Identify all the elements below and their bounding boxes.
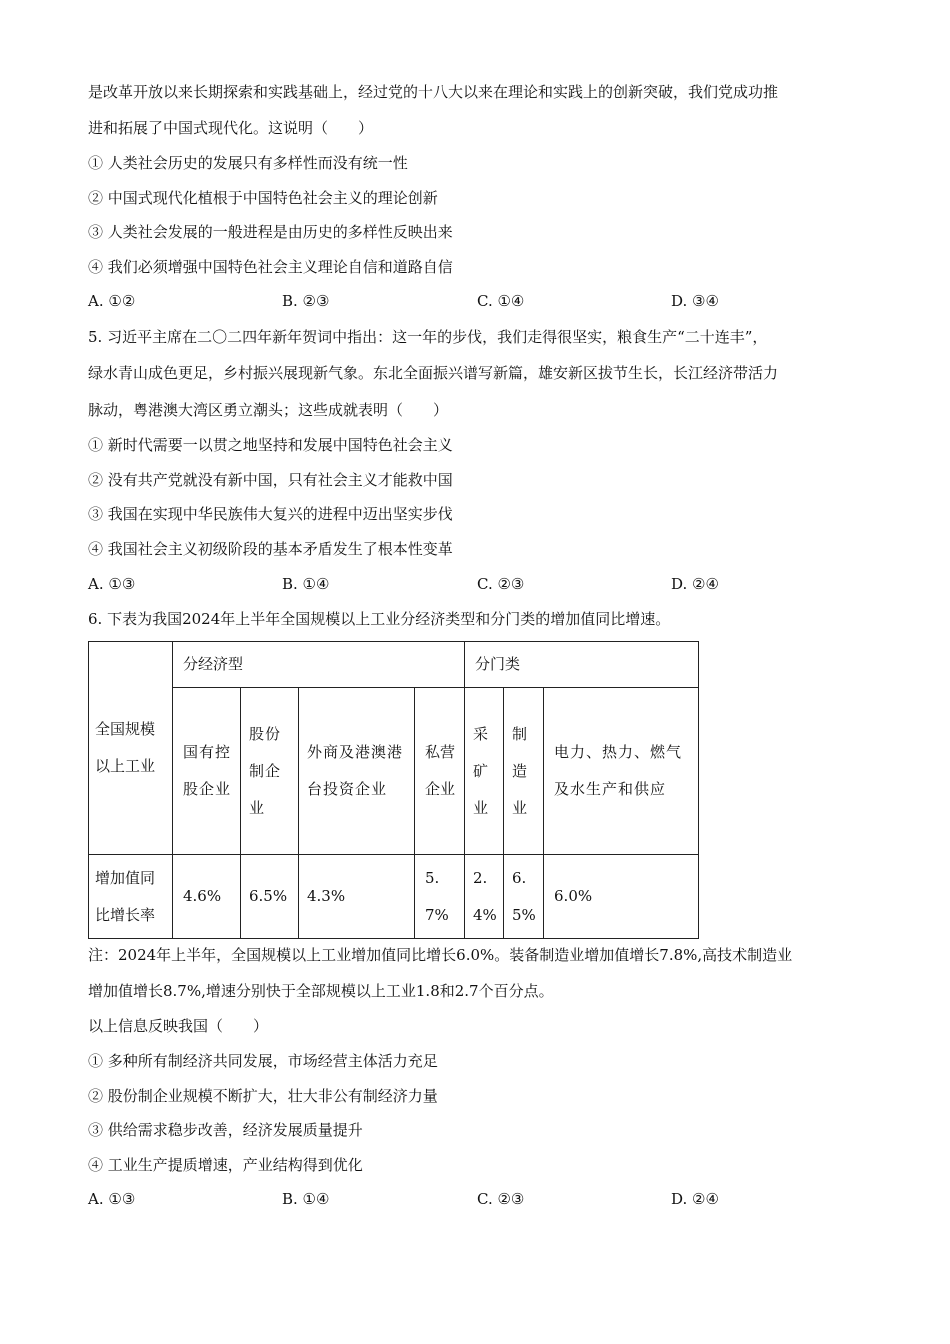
table-cell: 2.4% bbox=[465, 855, 504, 939]
table-cell: 4.6% bbox=[173, 855, 241, 939]
col-header-utilities: 电力、热力、燃气及水生产和供应 bbox=[544, 688, 699, 855]
q5-options bbox=[88, 574, 868, 594]
q4-option-b: B. ②③ bbox=[282, 292, 330, 310]
col-header-joint-stock: 股份制企业 bbox=[241, 688, 299, 855]
table-group-sector: 分门类 bbox=[465, 642, 699, 688]
q6-option-a: A. ①③ bbox=[88, 1190, 136, 1208]
q5-stem-line-3: 脉动，粤港澳大湾区勇立潮头；这些成就表明（ ） bbox=[88, 401, 449, 419]
q4-option-d: D. ③④ bbox=[671, 292, 719, 310]
q4-option-c: C. ①④ bbox=[477, 292, 525, 310]
col-header-state-owned: 国有控股企业 bbox=[173, 688, 241, 855]
q6-note-line-1: 注：2024年上半年，全国规模以上工业增加值同比增长6.0%。装备制造业增加值增长7.8%,高技术制造业 bbox=[88, 946, 793, 964]
q4-stem-line-2: 进和拓展了中国式现代化。这说明（ ） bbox=[88, 119, 374, 137]
table-cell: 6.0% bbox=[544, 855, 699, 939]
col-header-mining: 采矿业 bbox=[465, 688, 504, 855]
q5-option-c: C. ②③ bbox=[477, 575, 525, 593]
row-header-label: 全国规模以上工业 bbox=[95, 720, 156, 775]
q6-option-b: B. ①④ bbox=[282, 1190, 330, 1208]
table-group-economic: 分经济型 bbox=[173, 642, 465, 688]
q5-option-d: D. ②④ bbox=[671, 575, 719, 593]
q6-statement-3: ③ 供给需求稳步改善，经济发展质量提升 bbox=[88, 1121, 363, 1139]
q5-statement-2: ② 没有共产党就没有新中国，只有社会主义才能救中国 bbox=[88, 471, 453, 489]
q6-statement-4: ④ 工业生产提质增速，产业结构得到优化 bbox=[88, 1156, 363, 1174]
q4-statement-3: ③ 人类社会发展的一般进程是由历史的多样性反映出来 bbox=[88, 223, 453, 241]
table-row-header bbox=[89, 642, 173, 855]
q6-intro: 6. 下表为我国2024年上半年全国规模以上工业分经济类型和分门类的增加值同比增速。 bbox=[88, 610, 671, 628]
q6-options bbox=[88, 1189, 868, 1209]
value-row-label bbox=[89, 855, 173, 939]
q5-option-b: B. ①④ bbox=[282, 575, 330, 593]
q5-stem-line-1: 5. 习近平主席在二〇二四年新年贺词中指出：这一年的步伐，我们走得很坚实，粮食生产“二十连丰”， bbox=[88, 328, 768, 346]
q6-note-line-2: 增加值增长8.7%,增速分别快于全部规模以上工业1.8和2.7个百分点。 bbox=[88, 982, 554, 1000]
q5-statement-4: ④ 我国社会主义初级阶段的基本矛盾发生了根本性变革 bbox=[88, 540, 453, 558]
q6-stem: 以上信息反映我国（ ） bbox=[88, 1017, 269, 1035]
q5-statement-1: ① 新时代需要一以贯之地坚持和发展中国特色社会主义 bbox=[88, 436, 453, 454]
q6-statement-1: ① 多种所有制经济共同发展，市场经营主体活力充足 bbox=[88, 1052, 438, 1070]
q4-stem-line-1: 是改革开放以来长期探索和实践基础上，经过党的十八大以来在理论和实践上的创新突破，我们党成功推 bbox=[88, 83, 779, 101]
q5-statement-3: ③ 我国在实现中华民族伟大复兴的进程中迈出坚实步伐 bbox=[88, 505, 453, 523]
q6-option-d: D. ②④ bbox=[671, 1190, 719, 1208]
col-header-foreign-invested: 外商及港澳港台投资企业 bbox=[299, 688, 415, 855]
growth-table bbox=[88, 641, 699, 939]
table-cell: 6.5% bbox=[504, 855, 544, 939]
col-header-manufacturing: 制造业 bbox=[504, 688, 544, 855]
table-cell: 5.7% bbox=[415, 855, 465, 939]
q4-option-a: A. ①② bbox=[88, 292, 136, 310]
value-row-label-text: 增加值同比增长率 bbox=[95, 868, 156, 924]
q4-options bbox=[88, 291, 868, 311]
q6-option-c: C. ②③ bbox=[477, 1190, 525, 1208]
q5-stem-line-2: 绿水青山成色更足，乡村振兴展现新气象。东北全面振兴谱写新篇，雄安新区拔节生长，长江经济带活力 bbox=[88, 364, 779, 382]
q4-statement-2: ② 中国式现代化植根于中国特色社会主义的理论创新 bbox=[88, 189, 438, 207]
table-cell: 4.3% bbox=[299, 855, 415, 939]
col-header-private: 私营企业 bbox=[415, 688, 465, 855]
q4-statement-4: ④ 我们必须增强中国特色社会主义理论自信和道路自信 bbox=[88, 258, 453, 276]
q5-option-a: A. ①③ bbox=[88, 575, 136, 593]
table-cell: 6.5% bbox=[241, 855, 299, 939]
q4-statement-1: ① 人类社会历史的发展只有多样性而没有统一性 bbox=[88, 154, 408, 172]
q6-statement-2: ② 股份制企业规模不断扩大，壮大非公有制经济力量 bbox=[88, 1087, 438, 1105]
